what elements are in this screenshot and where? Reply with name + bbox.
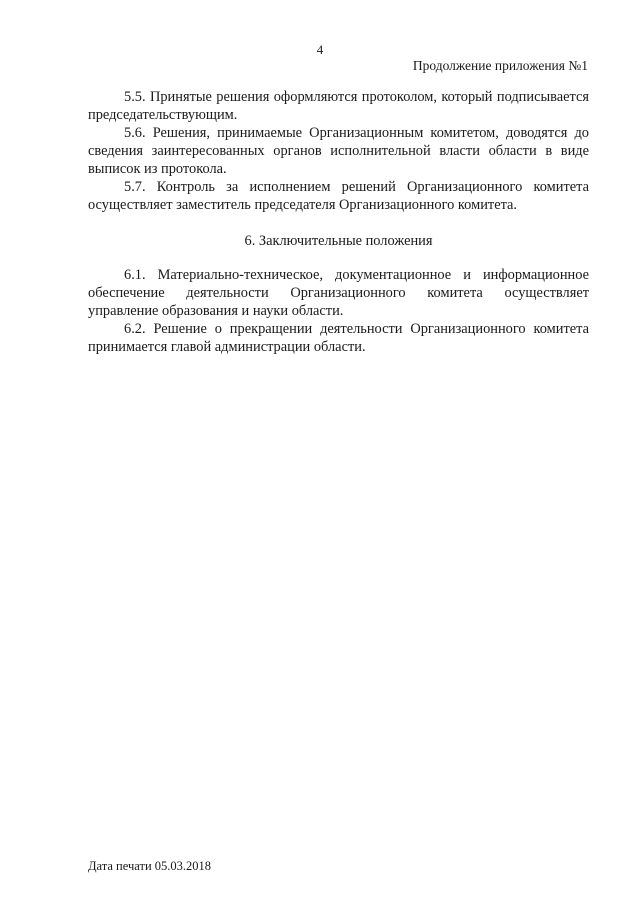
paragraph-6-2: 6.2. Решение о прекращении деятельности Организационного комитета принимается главой администрации области. bbox=[88, 321, 589, 355]
print-date: Дата печати 05.03.2018 bbox=[88, 859, 212, 873]
document-body bbox=[88, 88, 589, 356]
page-number: 4 bbox=[316, 42, 324, 57]
paragraph-6-1: 6.1. Материально-техническое, документационное и информационное обеспечение деятельности Организационного комитета осуществляет управление образования и науки области. bbox=[88, 267, 589, 319]
paragraph-5-6: 5.6. Решения, принимаемые Организационным комитетом, доводятся до сведения заинтересованных органов исполнительной власти области в виде выписок из протокола. bbox=[88, 125, 589, 177]
paragraph-5-5: 5.5. Принятые решения оформляются протоколом, который подписывается председательствующим. bbox=[88, 89, 589, 123]
section-6-heading: 6. Заключительные положения bbox=[244, 233, 433, 249]
appendix-continuation-note: Продолжение приложения №1 bbox=[412, 58, 588, 73]
paragraph-5-7: 5.7. Контроль за исполнением решений Организационного комитета осуществляет заместитель председателя Организационного комитета. bbox=[88, 179, 589, 213]
